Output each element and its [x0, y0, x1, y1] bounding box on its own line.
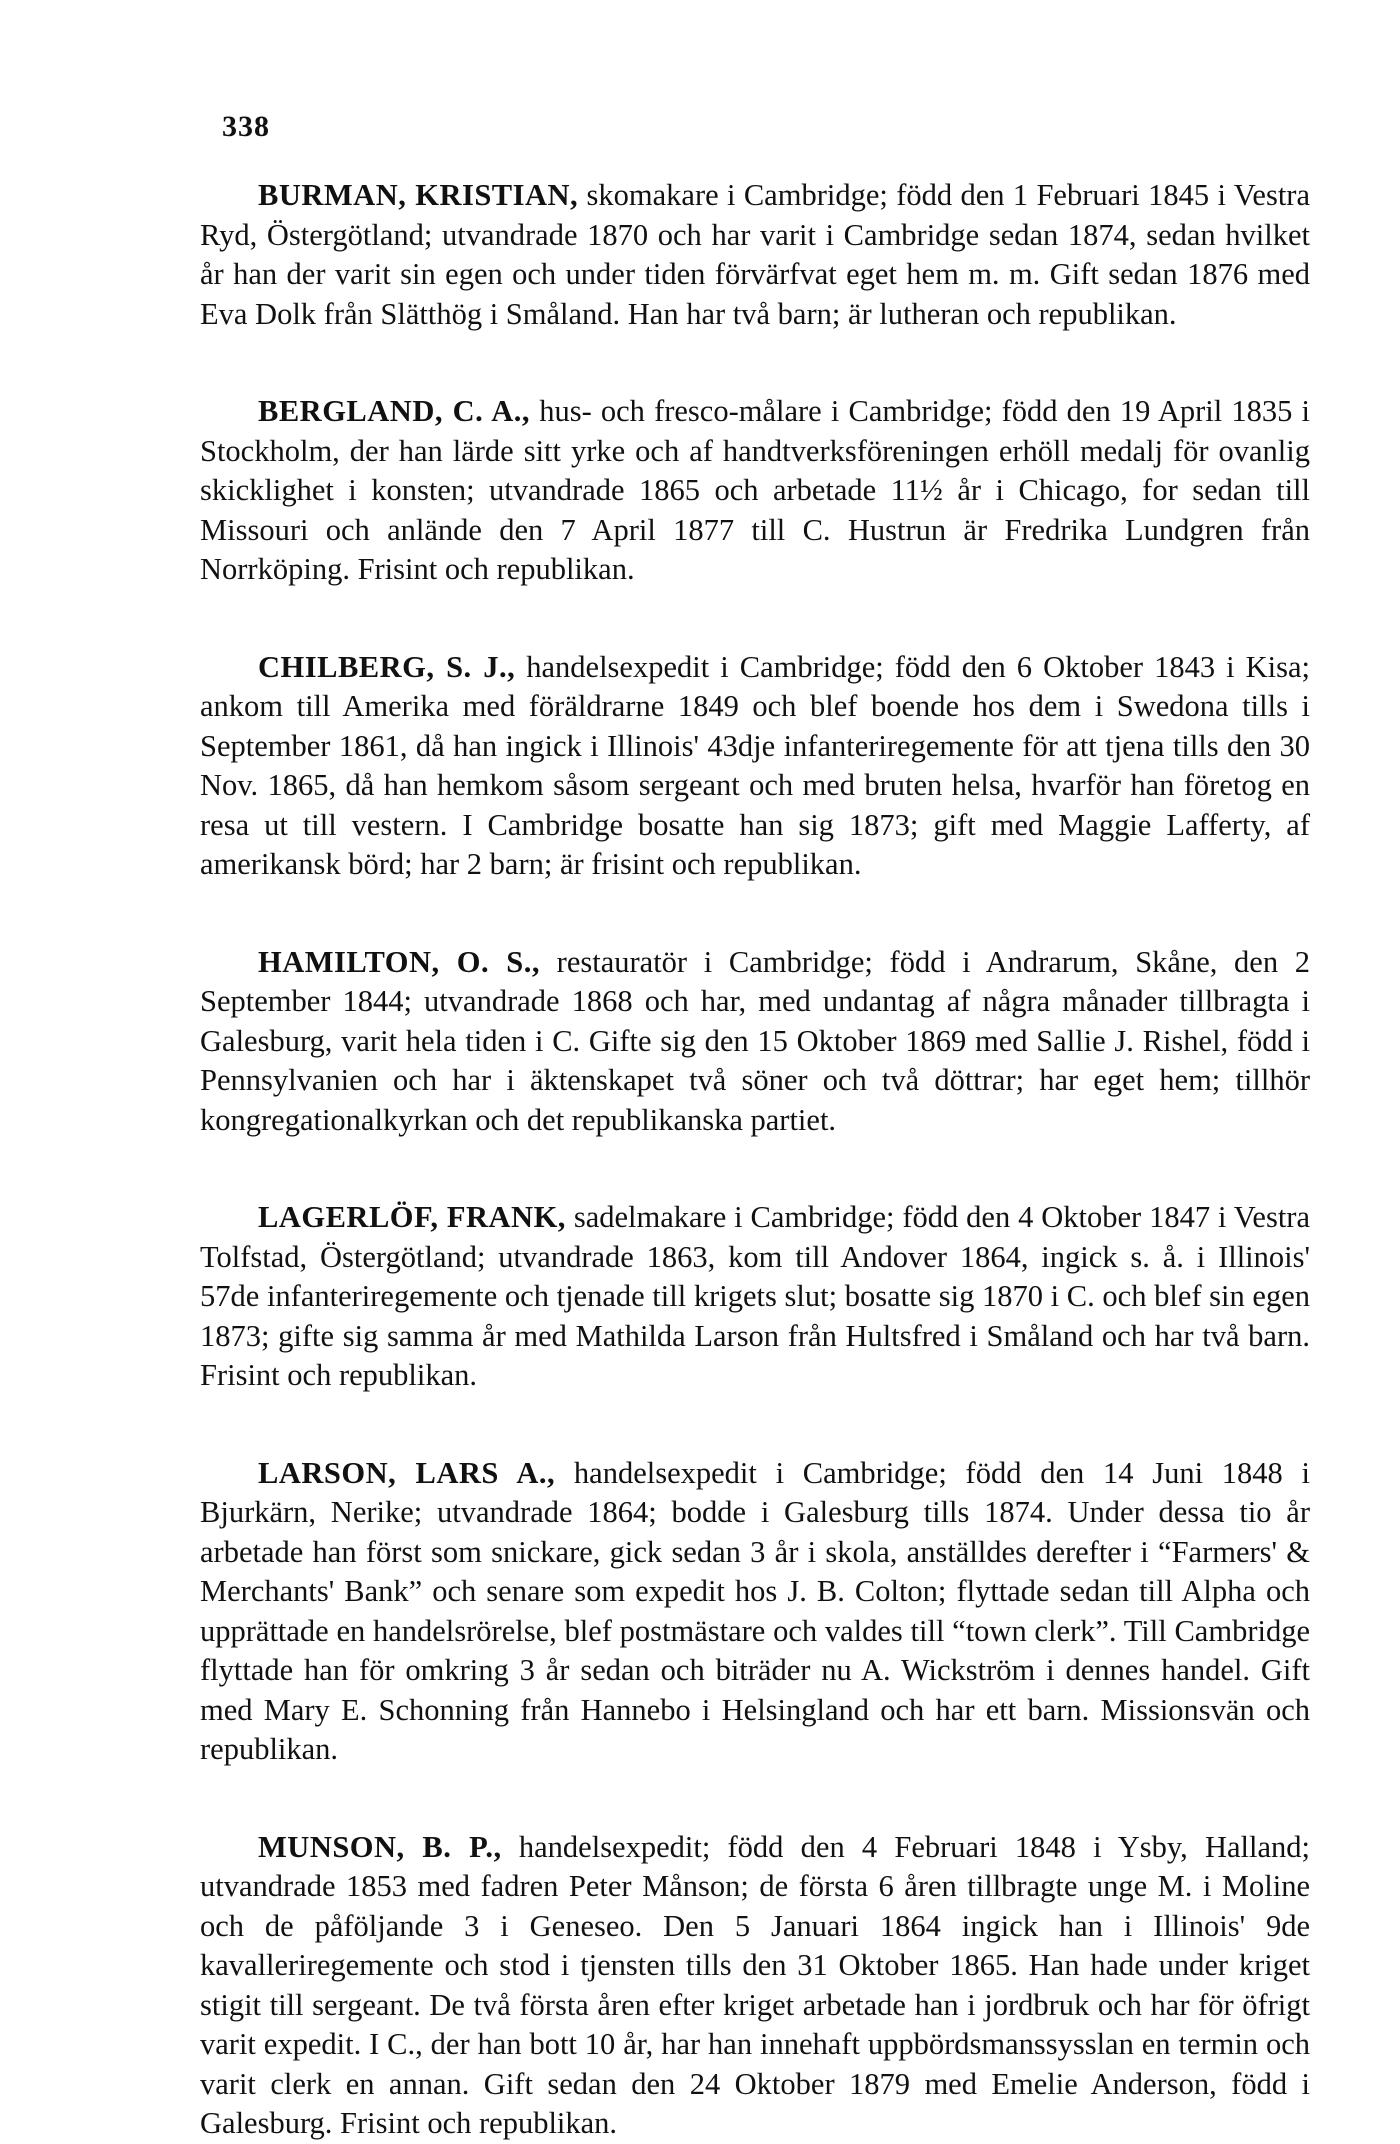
biography-entry-burman	[200, 176, 1310, 334]
biography-entry-munson	[200, 1828, 1310, 2144]
entry-text: sadelmakare i Cambridge; född den 4 Oktober 1847 i Vestra Tolfstad, Östergötland; utvandrade 1863, kom till Andover 1864, ingick s. å. i Illinois' 57de infanteriregemente och tjenade till krigets slut; bosatte sig 1870 i C. och blef sin egen 1873; gifte sig samma år med Mathilda Larson från Hultsfred i Småland och har två barn. Frisint och republikan.	[200, 1200, 1310, 1392]
entry-name: LAGERLÖF, FRANK,	[258, 1200, 566, 1234]
biography-entry-larson	[200, 1454, 1310, 1770]
entry-text: handelsexpedit i Cambridge; född den 6 Oktober 1843 i Kisa; ankom till Amerika med föräldrarne 1849 och blef boende hos dem i Swedona tills i September 1861, då han ingick i Illinois' 43dje infanteriregemente för att tjena tills den 30 Nov. 1865, då han hemkom såsom sergeant och med bruten helsa, hvarför han företog en resa ut till vestern. I Cambridge bosatte han sig 1873; gift med Maggie Lafferty, af amerikansk börd; har 2 barn; är frisint och republikan.	[200, 649, 1310, 881]
entry-name: HAMILTON, O. S.,	[258, 944, 541, 979]
biography-entry-lagerlof	[200, 1198, 1310, 1396]
entry-name: CHILBERG, S. J.,	[258, 649, 516, 684]
entry-text: skomakare i Cambridge; född den 1 Februari 1845 i Vestra Ryd, Östergötland; utvandrade 1870 och har varit i Cambridge sedan 1874, sedan hvilket år han der varit sin egen och under tiden förvärfvat eget hem m. m. Gift sedan 1876 med Eva Dolk från Slätthög i Småland. Han har två barn; är lutheran och republikan.	[200, 178, 1310, 331]
entry-text: handelsexpedit i Cambridge; född den 14 Juni 1848 i Bjurkärn, Nerike; utvandrade 1864; bodde i Galesburg tills 1874. Under dessa tio år arbetade han först som snickare, gick sedan 3 år i skola, anställdes derefter i “Farmers' & Merchants' Bank” och senare som expedit hos J. B. Colton; flyttade sedan till Alpha och upprättade en handelsrörelse, blef postmästare och valdes till “town clerk”. Till Cambridge flyttade han för omkring 3 år sedan och biträder nu A. Wickström i dennes handel. Gift med Mary E. Schonning från Hannebo i Helsingland och har ett barn. Missionsvän och republikan.	[200, 1455, 1311, 1766]
entry-name: MUNSON, B. P.,	[258, 1829, 502, 1864]
entry-name: BURMAN, KRISTIAN,	[258, 178, 579, 212]
entry-text: restauratör i Cambridge; född i Andrarum, Skåne, den 2 September 1844; utvandrade 1868 och har, med undantag af några månader tillbragta i Galesburg, varit hela tiden i C. Gifte sig den 15 Oktober 1869 med Sallie J. Rishel, född i Pennsylvanien och har i äktenskapet två söner och två döttrar; har eget hem; tillhör kongregationalkyrkan och det republikanska partiet.	[200, 944, 1310, 1137]
entry-text: handelsexpedit; född den 4 Februari 1848 i Ysby, Halland; utvandrade 1853 med fadren Peter Månson; de första 6 åren tillbragte unge M. i Moline och de påföljande 3 i Geneseo. Den 5 Januari 1864 ingick han i Illinois' 9de kavalleriregemente och stod i tjensten tills den 31 Oktober 1865. Han hade under kriget stigit till sergeant. De två första åren efter kriget arbetade han i jordbruk och har för öfrigt varit expedit. I C., der han bott 10 år, har han innehaft uppbördsmanssysslan en termin och varit clerk en annan. Gift sedan den 24 Oktober 1879 med Emelie Anderson, född i Galesburg. Frisint och republikan.	[200, 1829, 1310, 2140]
biography-entry-chilberg	[200, 648, 1310, 885]
biography-entry-bergland	[200, 392, 1310, 590]
page-number: 338	[222, 110, 270, 143]
entry-text: hus- och fresco-målare i Cambridge; född den 19 April 1835 i Stockholm, der han lärde sitt yrke och af handtverksföreningen erhöll medalj för ovanlig skicklighet i konsten; utvandrade 1865 och arbetade 11½ år i Chicago, for sedan till Missouri och anlände den 7 April 1877 till C. Hustrun är Fredrika Lundgren från Norrköping. Frisint och republikan.	[200, 394, 1311, 586]
biography-entry-hamilton	[200, 943, 1310, 1141]
entry-name: LARSON, LARS A.,	[258, 1455, 556, 1490]
entry-name: BERGLAND, C. A.,	[258, 394, 531, 428]
